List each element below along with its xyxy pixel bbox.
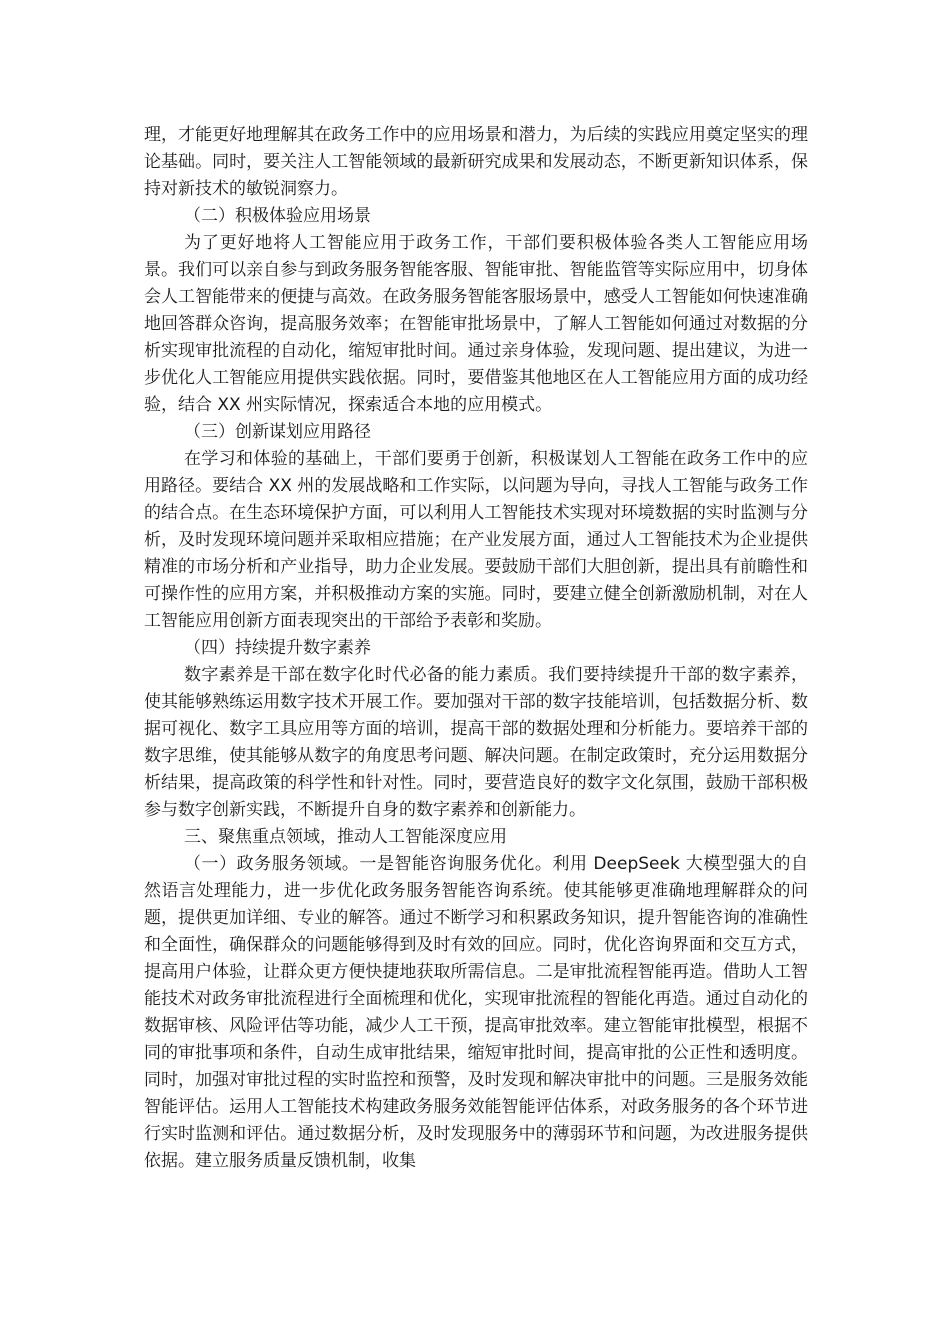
section-heading: （二）积极体验应用场景 — [184, 206, 371, 226]
section-heading: （三）创新谋划应用路径 — [184, 422, 371, 442]
paragraph: 为了更好地将人工智能应用于政务工作，干部们要积极体验各类人工智能应用场景。我们可以亲自参与到政务服务智能客服、智能审批、智能监管等实际应用中，切身体会人工智能带来的便捷与高效。在政务服务智能客服场景中，感受人工智能如何快速准确地回答群众咨询，提高服务效率；在智能审批场景中，了解人工智能如何通过对数据的分析实现审批流程的自动化，缩短审批时间。通过亲身体验，发现问题、提出建议，为进一步优化人工智能应用提供实践依据。同时，要借鉴其他地区在人工智能应用方面的成功经验，结合 XX 州实际情况，探索适合本地的应用模式。 — [144, 233, 808, 415]
section-heading: 三、聚焦重点领域，推动人工智能深度应用 — [184, 827, 507, 847]
document-body — [144, 122, 808, 1175]
section-heading: （四）持续提升数字素养 — [184, 638, 371, 658]
paragraph: 在学习和体验的基础上，干部们要勇于创新，积极谋划人工智能在政务工作中的应用路径。要结合 XX 州的发展战略和工作实际，以问题为导向，寻找人工智能与政务工作的结合点。在生态环境保护方面，可以利用人工智能技术实现对环境数据的实时监测与分析，及时发现环境问题并采取相应措施；在产业发展方面，通过人工智能技术为企业提供精准的市场分析和产业指导，助力企业发展。要鼓励干部们大胆创新，提出具有前瞻性和可操作性的应用方案，并积极推动方案的实施。同时，要建立健全创新激励机制，对在人工智能应用创新方面表现突出的干部给予表彰和奖励。 — [144, 449, 808, 631]
paragraph: 数字素养是干部在数字化时代必备的能力素质。我们要持续提升干部的数字素养，使其能够熟练运用数字技术开展工作。要加强对干部的数字技能培训，包括数据分析、数据可视化、数字工具应用等方面的培训，提高干部的数据处理和分析能力。要培养干部的数字思维，使其能够从数字的角度思考问题、解决问题。在制定政策时，充分运用数据分析结果，提高政策的科学性和针对性。同时，要营造良好的数字文化氛围，鼓励干部积极参与数字创新实践，不断提升自身的数字素养和创新能力。 — [144, 665, 808, 820]
paragraph: 理，才能更好地理解其在政务工作中的应用场景和潜力，为后续的实践应用奠定坚实的理论基础。同时，要关注人工智能领域的最新研究成果和发展动态，不断更新知识体系，保持对新技术的敏锐洞察力。 — [144, 125, 808, 199]
paragraph: （一）政务服务领域。一是智能咨询服务优化。利用 DeepSeek 大模型强大的自然语言处理能力，进一步优化政务服务智能咨询系统。使其能够更准确地理解群众的问题，提供更加详细、专业的解答。通过不断学习和积累政务知识，提升智能咨询的准确性和全面性，确保群众的问题能够得到及时有效的回应。同时，优化咨询界面和交互方式，提高用户体验，让群众更方便快捷地获取所需信息。二是审批流程智能再造。借助人工智能技术对政务审批流程进行全面梳理和优化，实现审批流程的智能化再造。通过自动化的数据审核、风险评估等功能，减少人工干预，提高审批效率。建立智能审批模型，根据不同的审批事项和条件，自动生成审批结果，缩短审批时间，提高审批的公正性和透明度。同时，加强对审批过程的实时监控和预警，及时发现和解决审批中的问题。三是服务效能智能评估。运用人工智能技术构建政务服务效能智能评估体系，对政务服务的各个环节进行实时监测和评估。通过数据分析，及时发现服务中的薄弱环节和问题，为改进服务提供依据。建立服务质量反馈机制，收集 — [144, 854, 808, 1171]
